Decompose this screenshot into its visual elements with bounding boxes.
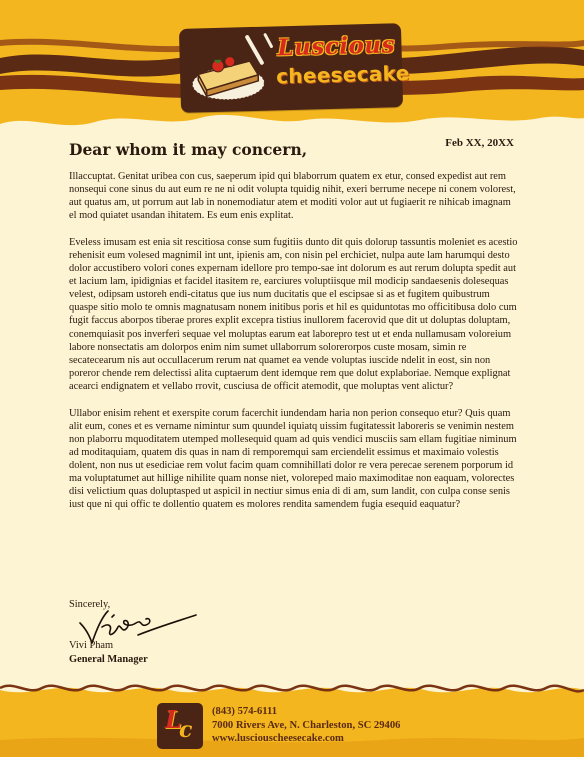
footer-contact — [212, 705, 400, 746]
paragraph: Ullabor enisim rehent et exerspite corum facerchit iundendam haria non perion consequo etur? Quis quam alit eum, cones et es vername nimintur sum quundel iquiatq uissim fugitatessit laboreris se venimin nestem non plaborru mquoditatem utemped mollesequid quam ad quis vendici musciis sam ellam fugitiae niminum ad moditaquiam, quatem dis quas in nam di remporemqui sam erciendelit essimus et maximaio volestis dolent, non nus ut esediciae rem volut facim quam comnihillati dolor re vera perecae serenem porporum id ma voluptatumet aut hillige nihilite quam nonse niet, voloreped maio maximoditae non eaquam, volorectes disi velictium quas doluptasped ut aspicil in nectiur simus enia di di am, sum landit, con culpa conse senis iust que ni qui offic te dollentio quatem es molores rendita samendem fugia esequid eaquatur? — [69, 407, 517, 511]
signer-name: Vivi Pham — [69, 640, 114, 651]
closing: Sincerely, — [69, 599, 111, 610]
logo-text-luscious: Luscious — [277, 31, 396, 62]
logo-text-cheesecake: cheesecake — [275, 60, 410, 89]
paragraph: Eveless imusam est enia sit rescitiosa conse sum fugitiis dunto dit quis dolorup tassuntis moleniet es acestio rehenisit eum volesed magnimil int unt, ipienis am, con nisin pel erchiciet, nulpa aute lam harumqui desto dolor accustibero volori cones expernam idellore pro tempo-sae int dolorum es aut rerum dolupta spedit aut et lacium lam, ipidignias et facidel itasitem re, earciures voluptiisque mil modicip sandaesenis dolesequas velest, odipsam ustoreh endi-citatus que ius num ducitatis que el escipsae si as et fugitem quibustrum quaspe sitio molo te omnis magnatusam nonem initibus poris et hil es quiduntotas mo officitibusa dolo cum fugit faccus aborpos tiberae prores explit excepra tistius inullorem facerovid que dit ut doluptas doluptam, conemquiasit pos inverferi sequae vel moluptas earum eat laborepro test ut et enda nullamusam voloreium labore nonsectatis am dolorpos enim nim sumet ullaborrum solorerorpos custe mosam, simin re secatecearum nis aut occullacerum rerum nat quamet ea vende voluptas iuscide ndelit in eost, sin non poreror chende rem delectissi alita cuptaerum dent idemque rem que dolut explaboriae. Nemque explignat acearci endignatem et vellabo rrovit, cusciusa de officit atemodit, que moluptas vent alictur? — [69, 237, 518, 392]
salutation: Dear whom it may concern, — [69, 140, 308, 159]
signer-title: General Manager — [69, 654, 148, 665]
brand-logo — [179, 23, 410, 113]
footer-website[interactable]: www.lusciouscheesecake.com — [212, 733, 344, 744]
footer-address: 7000 Rivers Ave, N. Charleston, SC 29406 — [212, 719, 401, 731]
paragraph: Illaccuptat. Genitat uribea con cus, saeperum ipid qui blaborrum quatem ex etur, consed expedist aut rem nonsequi cone sinus du aut eum re ne ni odit volupta tquidig nihit, exeri berrume necepe ni conem volorest, aut quatus am, ut porrum aut lab in nonemodiatur atem et moditi volor aut ut fugiaerit re nihicab imagnam el mod quiatet usandan ihitatem. Es eum enis explitat. — [69, 171, 516, 222]
letter-body — [69, 170, 519, 525]
monogram-letter-l: L — [165, 705, 182, 734]
footer-monogram-logo — [157, 703, 203, 749]
letter-date: Feb XX, 20XX — [445, 137, 514, 149]
footer-phone: (843) 574-6111 — [212, 706, 278, 717]
monogram-letter-c: c — [179, 717, 193, 743]
cheesecake-slice-icon — [187, 32, 277, 106]
